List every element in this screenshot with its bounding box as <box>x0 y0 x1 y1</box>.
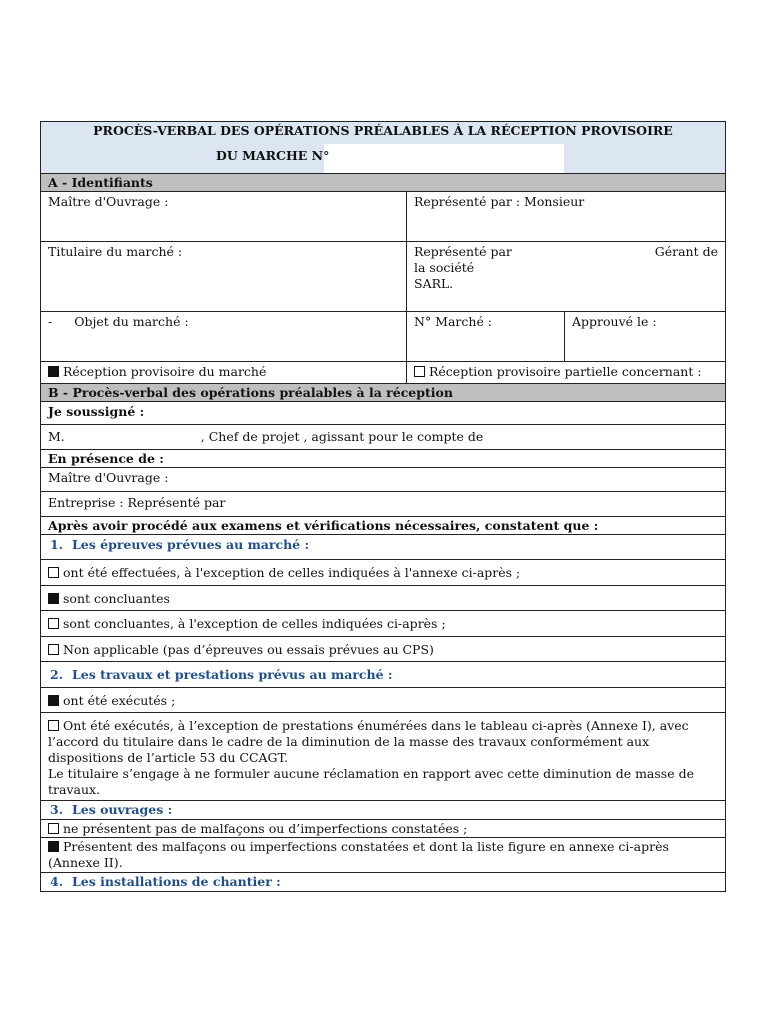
option-epreuves-effectuees-row <box>41 559 725 585</box>
option-6-line-2: l’accord du titulaire dans le cadre de la diminution de la masse des travaux conformément aux <box>48 734 650 749</box>
checkbox-checked-icon[interactable] <box>48 841 59 852</box>
option-5-label: ont été exécutés ; <box>63 693 176 708</box>
heading-travaux-row <box>41 661 725 687</box>
option-1-label: ont été effectuées, à l'exception de celles indiquées à l'annexe ci-après ; <box>63 565 521 580</box>
option-avec-malfacons[interactable] <box>41 838 725 872</box>
option-executes-exception[interactable] <box>41 713 725 800</box>
option-7-label: ne présentent pas de malfaçons ou d’imperfections constatées ; <box>63 821 468 836</box>
title-row <box>41 122 725 173</box>
heading-epreuves <box>41 535 725 559</box>
represente-par-block <box>406 242 725 311</box>
heading-travaux <box>41 662 725 687</box>
objet-cell <box>41 312 406 361</box>
apres-avoir-label: Après avoir procédé aux examens et vérifications nécessaires, constatent que : <box>48 518 599 533</box>
checkbox-empty-icon[interactable] <box>414 366 425 377</box>
row-apres-avoir <box>41 516 725 534</box>
maitre-ouvrage-label: Maître d'Ouvrage : <box>48 194 169 209</box>
reception-partielle-label: Réception provisoire partielle concernant : <box>429 364 702 379</box>
heading-epreuves-row <box>41 534 725 559</box>
reception-provisoire-option[interactable] <box>41 362 406 383</box>
option-2-label: sont concluantes <box>63 591 170 606</box>
represente-par-monsieur-label: Représenté par : Monsieur <box>406 192 725 241</box>
chef-projet-label: , Chef de projet , agissant pour le compte de <box>200 429 484 444</box>
option-executes-exception-row <box>41 712 725 800</box>
gerant-label: Gérant de <box>654 244 718 259</box>
option-6-line-4: Le titulaire s’engage à ne formuler aucune réclamation en rapport avec cette diminution de masse de <box>48 766 694 781</box>
option-epreuves-effectuees[interactable] <box>41 560 725 585</box>
row-maitre-ouvrage-b <box>41 467 725 491</box>
option-6-line-5: travaux. <box>48 782 101 797</box>
option-concluantes-row <box>41 585 725 610</box>
title-block <box>41 122 725 173</box>
titulaire-label: Titulaire du marché : <box>48 244 183 259</box>
row-en-presence <box>41 449 725 467</box>
option-concluantes-exception[interactable] <box>41 611 725 636</box>
reception-partielle-option[interactable] <box>406 362 725 383</box>
row-entreprise <box>41 491 725 516</box>
je-soussigne-label: Je soussigné : <box>48 404 145 419</box>
approuve-le-label: Approuvé le : <box>564 312 725 361</box>
option-sans-malfacons-row <box>41 819 725 837</box>
reception-provisoire-label: Réception provisoire du marché <box>63 364 267 379</box>
checkbox-empty-icon[interactable] <box>48 720 59 731</box>
section-b-title: B - Procès-verbal des opérations préalables à la réception <box>41 384 725 401</box>
option-3-label: sont concluantes, à l'exception de celles indiquées ci-après ; <box>63 616 446 631</box>
option-executes[interactable] <box>41 688 725 712</box>
objet-label: Objet du marché : <box>74 314 189 329</box>
row-objet <box>41 311 725 361</box>
heading-2-text: Les travaux et prestations prévus au marché : <box>72 667 393 682</box>
section-a-header <box>41 173 725 191</box>
row-m-chef-projet <box>41 424 725 449</box>
checkbox-empty-icon[interactable] <box>48 644 59 655</box>
section-b-header <box>41 383 725 401</box>
option-non-applicable[interactable] <box>41 637 725 661</box>
checkbox-checked-icon[interactable] <box>48 593 59 604</box>
heading-installations <box>41 873 725 891</box>
option-executes-row <box>41 687 725 712</box>
option-6-line-1: Ont été exécutés, à l’exception de prestations énumérées dans le tableau ci-après (Annexe I), avec <box>63 718 689 733</box>
option-concluantes-exception-row <box>41 610 725 636</box>
checkbox-checked-icon[interactable] <box>48 366 59 377</box>
option-non-applicable-row <box>41 636 725 661</box>
row-maitre-ouvrage <box>41 191 725 241</box>
m-label: M. <box>48 429 65 444</box>
heading-ouvrages-row <box>41 800 725 819</box>
heading-ouvrages <box>41 801 725 819</box>
no-marche-label: N° Marché : <box>406 312 564 361</box>
heading-3-text: Les ouvrages : <box>72 802 173 817</box>
option-concluantes[interactable] <box>41 586 725 610</box>
section-a-title: A - Identifiants <box>41 174 725 191</box>
marche-number-label: DU MARCHE N° <box>216 148 330 163</box>
heading-1-text: Les épreuves prévues au marché : <box>72 537 310 552</box>
heading-1-num: 1. <box>50 537 64 552</box>
maitre-ouvrage-b-label: Maître d'Ouvrage : <box>48 470 169 485</box>
checkbox-empty-icon[interactable] <box>48 823 59 834</box>
option-8-line-1: Présentent des malfaçons ou imperfections constatées et dont la liste figure en annexe ci-après <box>63 839 669 854</box>
row-je-soussigne <box>41 401 725 424</box>
option-8-line-2: (Annexe II). <box>48 855 123 870</box>
redacted-field <box>324 144 564 173</box>
sarl-label: SARL. <box>414 276 454 291</box>
m-chef-projet-line <box>41 425 725 449</box>
option-avec-malfacons-row <box>41 837 725 872</box>
option-sans-malfacons[interactable] <box>41 820 725 837</box>
option-6-line-3: dispositions de l’article 53 du CCAGT. <box>48 750 289 765</box>
checkbox-empty-icon[interactable] <box>48 567 59 578</box>
represente-par-label: Représenté par <box>414 244 512 259</box>
checkbox-empty-icon[interactable] <box>48 618 59 629</box>
heading-installations-row <box>41 872 725 891</box>
heading-3-num: 3. <box>50 802 64 817</box>
la-societe-label: la société <box>414 260 475 275</box>
option-4-label: Non applicable (pas d’épreuves ou essais prévues au CPS) <box>63 642 434 657</box>
heading-4-text: Les installations de chantier : <box>72 874 281 889</box>
checkbox-checked-icon[interactable] <box>48 695 59 706</box>
proces-verbal-form <box>40 121 726 892</box>
row-titulaire <box>41 241 725 311</box>
entreprise-label: Entreprise : Représenté par <box>48 495 226 510</box>
document-title: PROCÈS-VERBAL DES OPÉRATIONS PRÉALABLES À LA RÉCEPTION PROVISOIRE <box>93 123 673 138</box>
heading-4-num: 4. <box>50 874 64 889</box>
objet-dash: - <box>48 314 53 329</box>
heading-2-num: 2. <box>50 667 64 682</box>
en-presence-label: En présence de : <box>48 451 164 466</box>
row-reception-type <box>41 361 725 383</box>
